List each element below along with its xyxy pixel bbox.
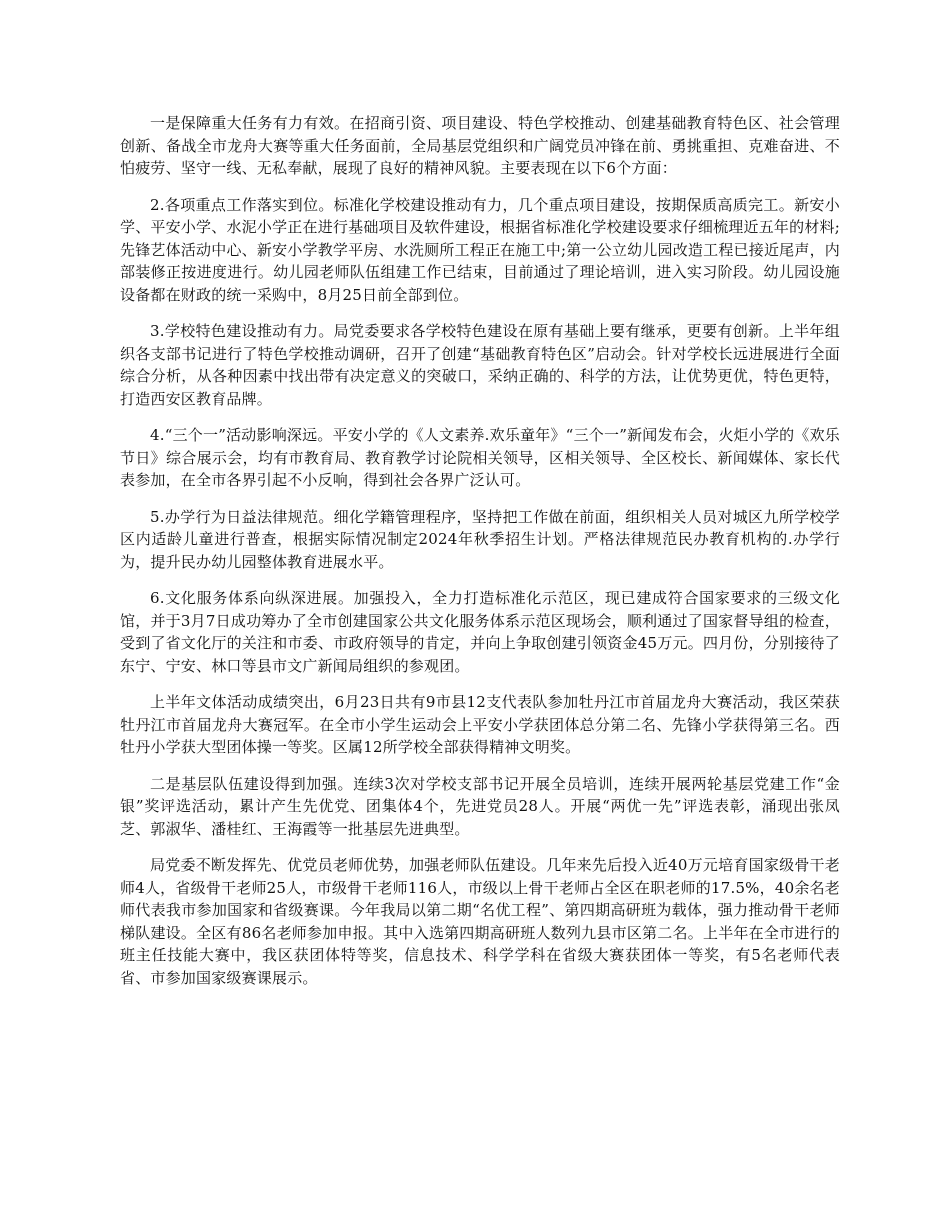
- paragraph-7: 上半年文体活动成绩突出，6月23日共有9市县12支代表队参加牡丹江市首届龙舟大赛活动，我区荣获牡丹江市首届龙舟大赛冠军。在全市小学生运动会上平安小学获团体总分第二名、先锋小学获得第三名。西牡丹小学获大型团体操一等奖。区属12所学校全部获得精神文明奖。: [120, 693, 840, 756]
- paragraph-5: 5.办学行为日益法律规范。细化学籍管理程序，坚持把工作做在前面，组织相关人员对城区九所学校学区内适龄儿童进行普查，根据实际情况制定2024年秋季招生计划。严格法律规范民办教育机构的.办学行为，提升民办幼儿园整体教育进展水平。: [120, 507, 840, 571]
- paragraph-1: 一是保障重大任务有力有效。在招商引资、项目建设、特色学校推动、创建基础教育特色区、社会管理创新、备战全市龙舟大赛等重大任务面前，全局基层党组织和广阔党员冲锋在前、勇挑重担、克难奋进、不怕疲劳、坚守一线、无私奉献，展现了良好的精神风貌。主要表现在以下6个方面：: [120, 114, 840, 177]
- paragraph-2: 2.各项重点工作落实到位。标准化学校建设推动有力，几个重点项目建设，按期保质高质完工。新安小学、平安小学、水泥小学正在进行基础项目及软件建设，根据省标准化学校建设要求仔细梳理近五年的材料;先锋艺体活动中心、新安小学教学平房、水洗厕所工程正在施工中;第一公立幼儿园改造工程已接近尾声，内部装修正按进度进行。幼儿园老师队伍组建工作已结束，目前通过了理论培训，进入实习阶段。幼儿园设施设备都在财政的统一采购中，8月25日前全部到位。: [120, 195, 840, 304]
- paragraph-6: 6.文化服务体系向纵深进展。加强投入，全力打造标准化示范区，现已建成符合国家要求的三级文化馆，并于3月7日成功筹办了全市创建国家公共文化服务体系示范区现场会，顺利通过了国家督导组的检查，受到了省文化厅的关注和市委、市政府领导的肯定，并向上争取创建引领资金45万元。四月份，分别接待了东宁、宁安、林口等县市文广新闻局组织的参观团。: [120, 589, 840, 675]
- paragraph-8: 二是基层队伍建设得到加强。连续3次对学校支部书记开展全员培训，连续开展两轮基层党建工作“金银”奖评选活动，累计产生先优党、团集体4个，先进党员28人。开展“两优一先”评选表彰，涌现出张凤芝、郭淑华、潘桂红、王海霞等一批基层先进典型。: [120, 774, 840, 838]
- paragraph-3: 3.学校特色建设推动有力。局党委要求各学校特色建设在原有基础上要有继承，更要有创新。上半年组织各支部书记进行了特色学校推动调研，召开了创建“基础教育特色区”启动会。针对学校长远进展进行全面综合分析，从各种因素中找出带有决定意义的突破口，采纳正确的、科学的方法，让优势更优，特色更特，打造西安区教育品牌。: [120, 322, 840, 408]
- document-page: [120, 112, 840, 1003]
- paragraph-9: 局党委不断发挥先、优党员老师优势，加强老师队伍建设。几年来先后投入近40万元培育国家级骨干老师4人，省级骨干老师25人，市级骨干老师116人，市级以上骨干老师占全区在职老师的17.5%，40余名老师代表我市参加国家和省级赛课。今年我局以第二期“名优工程”、第四期高研班为载体，强力推动骨干老师梯队建设。全区有86名老师参加申报。其中入选第四期高研班人数列九县市区第二名。上半年在全市进行的班主任技能大赛中，我区获团体特等奖，信息技术、科学学科在省级大赛获团体一等奖，有5名老师代表省、市参加国家级赛课展示。: [120, 856, 840, 987]
- paragraph-4: 4.“三个一”活动影响深远。平安小学的《人文素养.欢乐童年》“三个一”新闻发布会，火炬小学的《欢乐节日》综合展示会，均有市教育局、教育教学讨论院相关领导，区相关领导、全区校长、新闻媒体、家长代表参加，在全市各界引起不小反响，得到社会各界广泛认可。: [120, 426, 840, 489]
